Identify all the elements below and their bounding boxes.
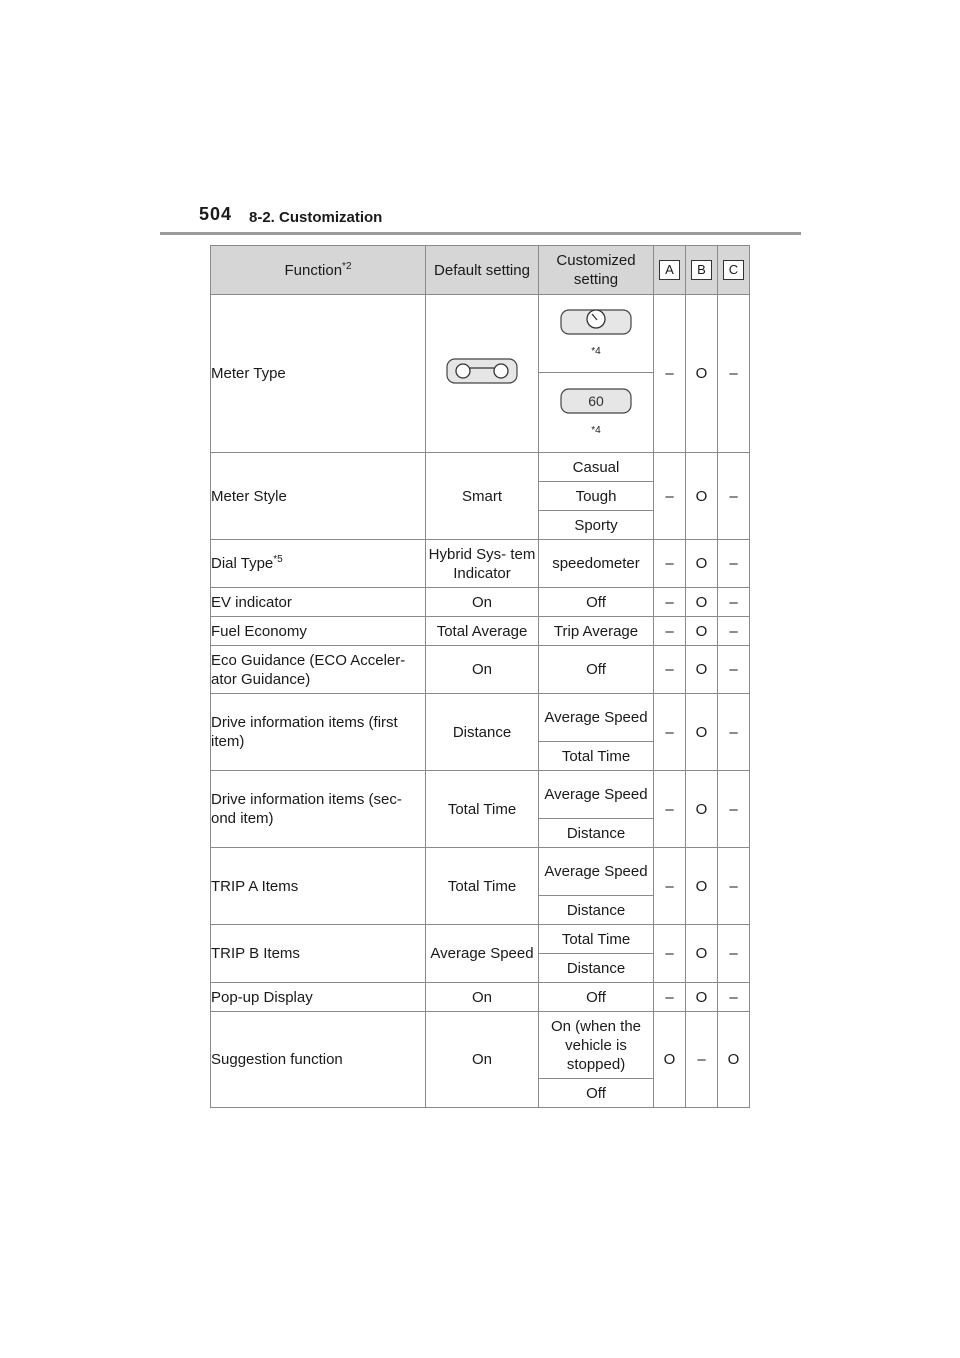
svg-text:60: 60 — [588, 393, 604, 409]
column-a-value: – — [654, 694, 686, 771]
letter-a-box: A — [659, 260, 680, 280]
column-b-value: O — [686, 617, 718, 646]
customized-option: Average Speed — [539, 771, 654, 819]
footnote-marker: *4 — [591, 346, 601, 357]
function-cell: Suggestion function — [211, 1012, 426, 1108]
column-b-value: O — [686, 540, 718, 588]
column-c-value: – — [718, 848, 750, 925]
column-c-value: – — [718, 983, 750, 1012]
customized-option: speedometer — [539, 540, 654, 588]
footnote-marker: *2 — [342, 260, 352, 272]
footnote-marker: *5 — [273, 554, 283, 565]
default-cell: Total Time — [426, 848, 539, 925]
default-cell: Distance — [426, 694, 539, 771]
column-b-value: O — [686, 694, 718, 771]
column-a-value: – — [654, 453, 686, 540]
column-c-value: – — [718, 925, 750, 983]
header-divider — [160, 232, 801, 235]
column-a-value: – — [654, 617, 686, 646]
meter-type-single-dial-icon — [539, 309, 653, 340]
customized-option: Off — [539, 588, 654, 617]
function-cell: Meter Style — [211, 453, 426, 540]
function-cell: TRIP A Items — [211, 848, 426, 925]
column-a-value: – — [654, 925, 686, 983]
function-cell: Eco Guidance (ECO Acceler- ator Guidance) — [211, 646, 426, 694]
column-header-customized: Customized setting — [539, 246, 654, 295]
table-row — [211, 771, 750, 819]
letter-b-box: B — [691, 260, 712, 280]
section-title: 8-2. Customization — [249, 209, 383, 226]
customized-option: Distance — [539, 896, 654, 925]
column-c-value: – — [718, 588, 750, 617]
customized-option: Average Speed — [539, 848, 654, 896]
column-b-value: O — [686, 295, 718, 453]
default-cell: Hybrid Sys- tem Indicator — [426, 540, 539, 588]
customized-option: Total Time — [539, 742, 654, 771]
function-cell: Fuel Economy — [211, 617, 426, 646]
table-row — [211, 983, 750, 1012]
customized-option: Average Speed — [539, 694, 654, 742]
default-cell: On — [426, 983, 539, 1012]
function-cell: Drive information items (first item) — [211, 694, 426, 771]
customized-option: Distance — [539, 819, 654, 848]
column-a-value: – — [654, 646, 686, 694]
column-header-default: Default setting — [426, 246, 539, 295]
customized-option: Total Time — [539, 925, 654, 954]
default-cell: Total Average — [426, 617, 539, 646]
default-cell: On — [426, 588, 539, 617]
column-b-value: – — [686, 1012, 718, 1108]
column-b-value: O — [686, 646, 718, 694]
letter-c-box: C — [723, 260, 744, 280]
customized-option: Off — [539, 646, 654, 694]
column-b-value: O — [686, 983, 718, 1012]
column-a-value: O — [654, 1012, 686, 1108]
column-c-value: – — [718, 295, 750, 453]
function-cell: TRIP B Items — [211, 925, 426, 983]
customized-option: Tough — [539, 482, 654, 511]
function-cell: Pop-up Display — [211, 983, 426, 1012]
column-a-value: – — [654, 540, 686, 588]
default-cell: Average Speed — [426, 925, 539, 983]
column-a-value: – — [654, 588, 686, 617]
function-cell: Dial Type$^{*5}$ — [211, 540, 426, 588]
column-c-value: – — [718, 540, 750, 588]
page-number: 504 — [199, 204, 233, 224]
column-a-value: – — [654, 983, 686, 1012]
customized-option: Off — [539, 983, 654, 1012]
customization-table — [210, 245, 750, 1108]
function-cell: Meter Type — [211, 295, 426, 453]
customized-option: Casual — [539, 453, 654, 482]
customized-option: Trip Average — [539, 617, 654, 646]
function-cell: Drive information items (sec- ond item) — [211, 771, 426, 848]
column-header-function: Function$^{*2}$ — [211, 246, 426, 295]
table-row — [211, 646, 750, 694]
column-c-value: – — [718, 771, 750, 848]
default-cell: On — [426, 646, 539, 694]
default-cell: Smart — [426, 453, 539, 540]
default-cell: Total Time — [426, 771, 539, 848]
table-row — [211, 453, 750, 482]
table-row — [211, 540, 750, 588]
column-header-b — [686, 246, 718, 295]
footnote-marker: *4 — [591, 425, 601, 436]
customized-option: Off — [539, 1079, 654, 1108]
column-b-value: O — [686, 925, 718, 983]
column-c-value: O — [718, 1012, 750, 1108]
table-row — [211, 848, 750, 896]
default-cell: On — [426, 1012, 539, 1108]
table-row — [211, 694, 750, 742]
default-cell — [426, 295, 539, 453]
table-header-row — [211, 246, 750, 295]
column-b-value: O — [686, 588, 718, 617]
table-row — [211, 617, 750, 646]
table-row — [211, 925, 750, 954]
column-c-value: – — [718, 453, 750, 540]
customized-option: On (when the vehicle is stopped) — [539, 1012, 654, 1079]
meter-type-digital-60-icon — [539, 388, 653, 419]
meter-type-two-circles-icon — [426, 358, 538, 389]
column-a-value: – — [654, 771, 686, 848]
column-a-value: – — [654, 848, 686, 925]
column-a-value: – — [654, 295, 686, 453]
customized-option — [539, 373, 654, 453]
column-header-a — [654, 246, 686, 295]
column-b-value: O — [686, 453, 718, 540]
page-header — [199, 201, 801, 231]
column-c-value: – — [718, 617, 750, 646]
column-b-value: O — [686, 848, 718, 925]
column-c-value: – — [718, 646, 750, 694]
column-b-value: O — [686, 771, 718, 848]
customized-option: Distance — [539, 954, 654, 983]
customized-option — [539, 295, 654, 373]
column-header-c — [718, 246, 750, 295]
table-row — [211, 1012, 750, 1079]
column-c-value: – — [718, 694, 750, 771]
table-row — [211, 588, 750, 617]
customized-option: Sporty — [539, 511, 654, 540]
table-row — [211, 295, 750, 373]
function-cell: EV indicator — [211, 588, 426, 617]
